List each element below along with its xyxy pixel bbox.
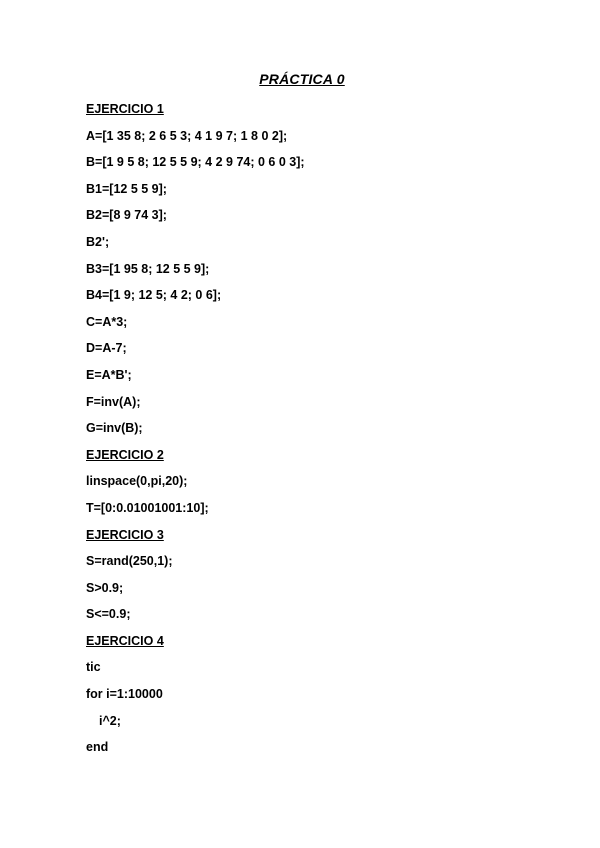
code-line: T=[0:0.01001001:10]; xyxy=(86,500,209,515)
code-line: E=A*B'; xyxy=(86,367,132,382)
code-line: end xyxy=(86,740,109,755)
code-line: i^2; xyxy=(99,713,121,728)
code-line: C=A*3; xyxy=(86,314,128,329)
code-line: S=rand(250,1); xyxy=(86,554,173,569)
code-line: A=[1 35 8; 2 6 5 3; 4 1 9 7; 1 8 0 2]; xyxy=(86,128,288,143)
code-line: linspace(0,pi,20); xyxy=(86,474,188,489)
code-line: B=[1 9 5 8; 12 5 5 9; 4 2 9 74; 0 6 0 3]; xyxy=(86,155,305,170)
code-line: B1=[12 5 5 9]; xyxy=(86,181,167,196)
code-line: B2'; xyxy=(86,234,110,249)
section-heading: EJERCICIO 1 xyxy=(86,102,164,116)
code-line: D=A-7; xyxy=(86,341,127,356)
code-line: G=inv(B); xyxy=(86,421,143,436)
code-line: S<=0.9; xyxy=(86,607,131,622)
code-line: S>0.9; xyxy=(86,580,124,595)
document-body xyxy=(86,99,566,764)
code-line: for i=1:10000 xyxy=(86,687,163,702)
page-title: PRÁCTICA 0 xyxy=(259,71,345,87)
code-line: B2=[8 9 74 3]; xyxy=(86,208,167,223)
section-heading: EJERCICIO 3 xyxy=(86,527,164,542)
section-heading: EJERCICIO 4 xyxy=(86,633,164,648)
code-line: B3=[1 95 8; 12 5 5 9]; xyxy=(86,261,210,276)
code-line: B4=[1 9; 12 5; 4 2; 0 6]; xyxy=(86,288,222,303)
code-line: tic xyxy=(86,660,101,675)
code-line: F=inv(A); xyxy=(86,394,141,409)
section-heading: EJERCICIO 2 xyxy=(86,447,164,462)
